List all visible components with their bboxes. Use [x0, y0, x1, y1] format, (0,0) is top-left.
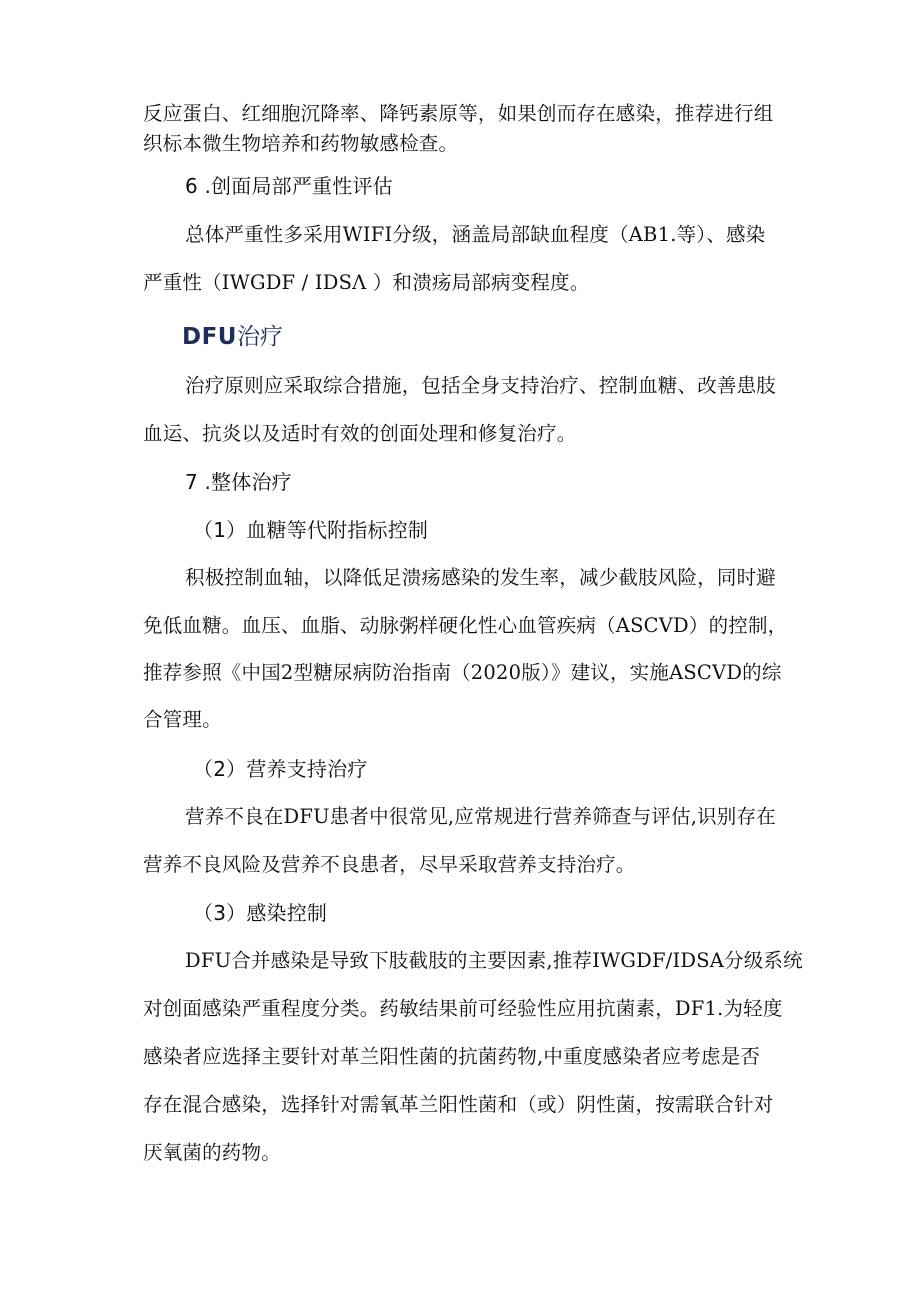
paragraph-line: 厌氧菌的药物。 [143, 1141, 281, 1164]
paragraph-line: 血运、抗炎以及适时有效的创面处理和修复治疗。 [143, 422, 577, 445]
section-title-cjk: 治疗 [236, 324, 283, 350]
paragraph-line: 推荐参照《中国2型糖尿病防治指南（2020版）》建议，实施ASCVD的综 [143, 661, 782, 684]
section-title-latin: DFU [182, 324, 237, 350]
paragraph-line: 合管理。 [143, 708, 222, 731]
paragraph-line: 治疗原则应采取综合措施，包括全身支持治疗、控制血糖、改善患肢 [185, 374, 777, 397]
paragraph-line: 对创面感染严重程度分类。药敏结果前可经验性应用抗菌素，DF1.为轻度 [143, 997, 783, 1020]
paragraph-line: DFU合并感染是导致下肢截肢的主要因素,推荐IWGDF/IDSA分级系统 [185, 949, 803, 972]
paragraph-line: 总体严重性多采用WIFI分级，涵盖局部缺血程度（AB1.等）、感染 [185, 223, 766, 246]
section-title-dfu [182, 322, 283, 352]
heading-7: 7 .整体治疗 [185, 470, 292, 494]
paragraph-line: 存在混合感染，选择针对需氧革兰阳性菌和（或）阴性菌，按需联合针对 [143, 1093, 774, 1116]
paragraph-line: 严重性（IWGDF / IDSΛ ）和溃疡局部病变程度。 [143, 271, 590, 294]
paragraph-line: 营养不良风险及营养不良患者，尽早采取营养支持治疗。 [143, 853, 636, 876]
paragraph-line: 免低血糖。血压、血脂、动脉粥样硬化性心血管疾病（ASCVD）的控制， [143, 614, 788, 637]
subheading-3: （3）感染控制 [193, 901, 328, 925]
paragraph-line: 反应蛋白、红细胞沉降率、降钙素原等，如果创而存在感染，推荐进行组 [143, 102, 774, 125]
heading-6: 6 .创面局部严重性评估 [185, 174, 393, 198]
paragraph-line: 积极控制血轴，以降低足溃疡感染的发生率，减少截肢风险，同时避 [185, 566, 777, 589]
subheading-1: （1）血糖等代附指标控制 [193, 518, 429, 542]
paragraph-line: 织标本微生物培养和药物敏感检查。 [143, 132, 459, 155]
paragraph-line: 感染者应选择主要针对革兰阳性菌的抗菌药物,中重度感染者应考虑是否 [143, 1045, 761, 1068]
paragraph-line: 营养不良在DFU患者中很常见,应常规进行营养筛查与评估,识别存在 [185, 805, 776, 828]
subheading-2: （2）营养支持治疗 [193, 757, 368, 781]
